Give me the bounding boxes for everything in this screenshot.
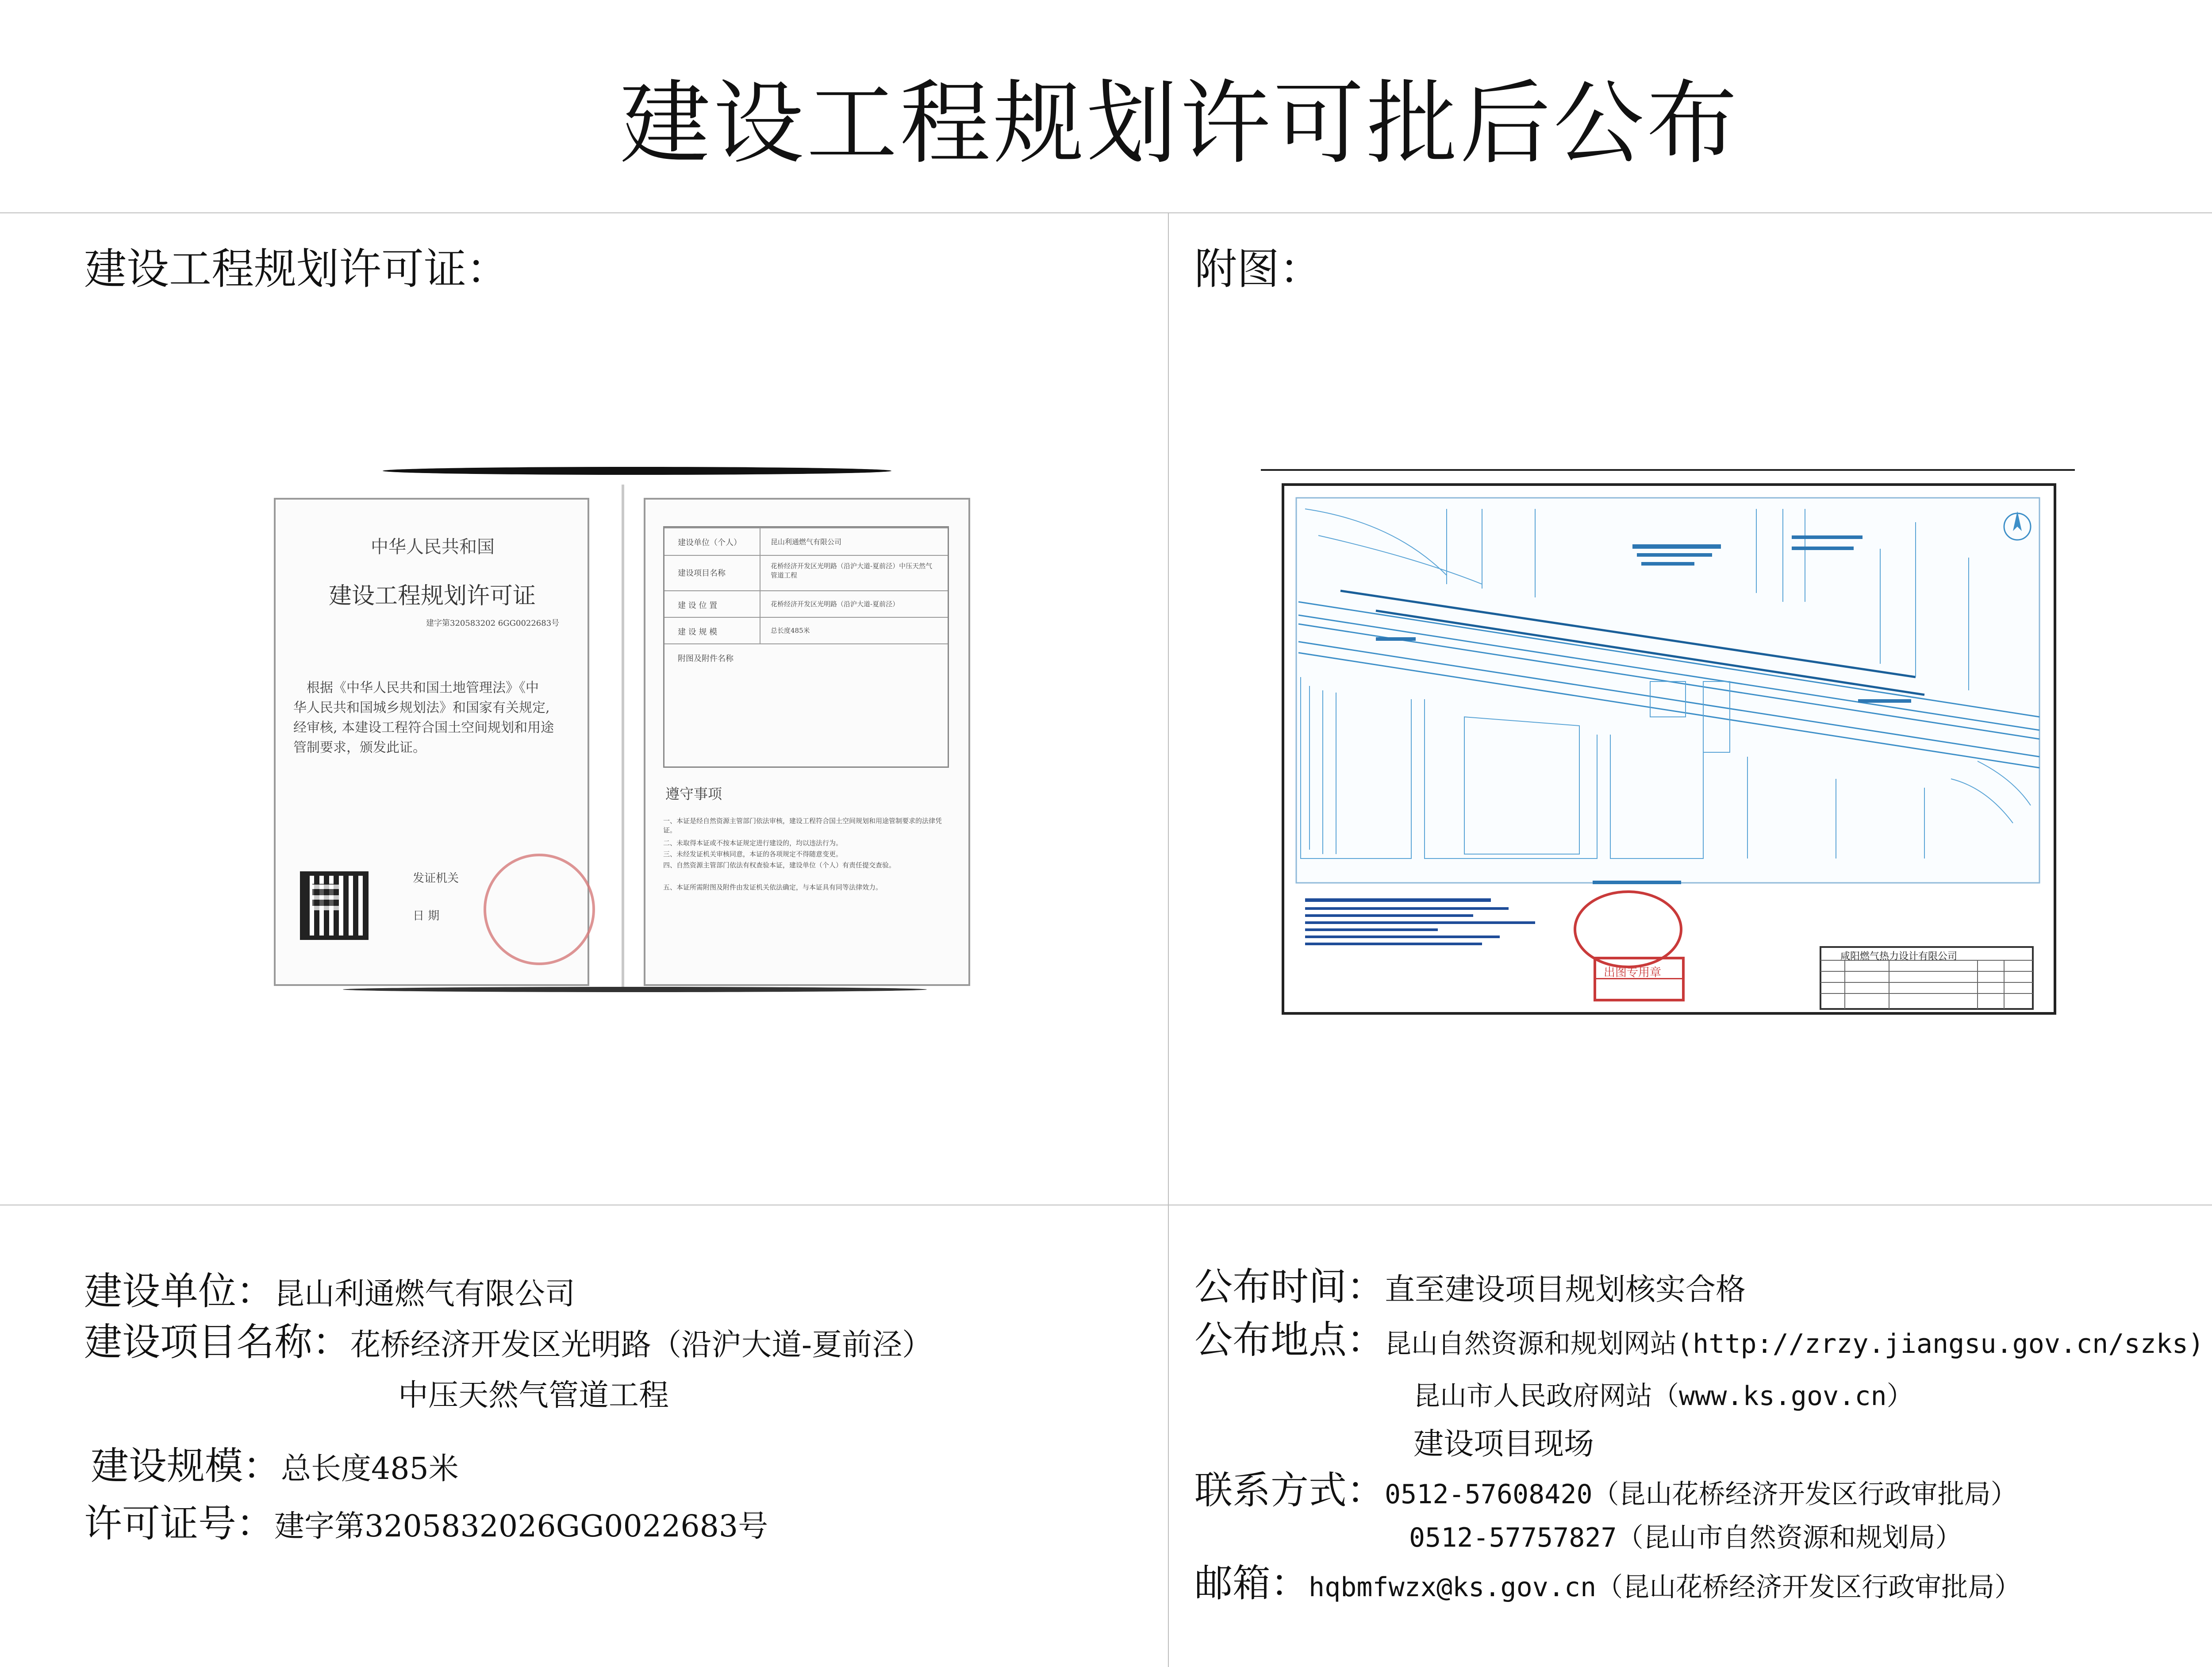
publish-place-value-2: 昆山市人民政府网站（www.ks.gov.cn）: [1413, 1381, 1913, 1412]
info-unit-row: [84, 1269, 576, 1313]
site-plan-drawing: [1261, 469, 2075, 1031]
info-project-row: [84, 1320, 932, 1364]
cert-row-value: 花桥经济开发区光明路（沿沪大道-夏前泾）: [771, 600, 899, 608]
cert-row: [664, 590, 948, 610]
cert-row-key: 建 设 位 置: [678, 601, 718, 610]
publish-time-value: 直至建设项目规划核实合格: [1385, 1272, 1746, 1307]
email-value: hqbmfwzx@ks.gov.cn（昆山花桥经济开发区行政审批局）: [1309, 1572, 2021, 1603]
qr-code: [300, 871, 369, 940]
cert-row-key: 建设单位（个人）: [678, 538, 741, 547]
info-permit-row: [84, 1501, 768, 1546]
email-label: 邮箱：: [1194, 1561, 1309, 1605]
contact-value-2: 0512-57757827（昆山市自然资源和规划局）: [1409, 1522, 1962, 1553]
scale-label: 建设规模：: [91, 1444, 281, 1488]
cert-row-key: 建 设 规 模: [678, 628, 718, 637]
cert-row: [664, 643, 948, 663]
cert-body-line-2: 华人民共和国城乡规划法》和国家有关规定,: [293, 700, 550, 716]
contact-label: 联系方式：: [1194, 1468, 1385, 1513]
certificate-fold: [622, 485, 624, 989]
contact-value-1: 0512-57608420（昆山花桥经济开发区行政审批局）: [1385, 1479, 2017, 1510]
cert-info-table: [663, 526, 949, 768]
project-value-line2: 中压天然气管道工程: [398, 1378, 669, 1413]
unit-label: 建设单位：: [84, 1269, 274, 1313]
project-label: 建设项目名称：: [84, 1320, 350, 1364]
project-value-line1: 花桥经济开发区光明路（沿沪大道-夏前泾）: [350, 1328, 932, 1363]
cert-number-row: [426, 617, 559, 628]
cert-doc-title: 建设工程规划许可证: [329, 583, 536, 609]
cert-note: 二、未取得本证或不按本证规定进行建设的，均以违法行为。: [663, 839, 843, 847]
certificate-right-page: [644, 498, 970, 986]
scan-shadow-top: [383, 467, 891, 475]
cert-body-line-1: 根据《中华人民共和国土地管理法》《中: [307, 680, 539, 696]
publish-time-label: 公布时间：: [1194, 1265, 1385, 1309]
cert-note: 三、未经发证机关审核同意，本证的各项规定不得随意变更。: [663, 850, 843, 858]
cert-note: 一、本证是经自然资源主管部门依法审核，建设工程符合国土空间规划和用途管制要求的法律凭证。: [663, 817, 942, 834]
publish-place-label: 公布地点：: [1194, 1318, 1385, 1362]
certificate-left-page: [274, 498, 589, 986]
certificate-section-label: 建设工程规划许可证：: [84, 244, 509, 294]
cert-number-prefix: 建字第: [426, 619, 450, 628]
cert-country: 中华人民共和国: [371, 537, 495, 557]
cert-row-value: 昆山利通燃气有限公司: [771, 538, 842, 546]
scan-shadow-bottom: [343, 987, 927, 992]
cert-row-value: 总长度485米: [771, 627, 810, 635]
permit-certificate-image: [268, 467, 1004, 996]
cert-date-label: 日 期: [413, 909, 440, 923]
cert-number: 320583202 6GG0022683号: [450, 619, 560, 628]
publish-place-value-3: 建设项目现场: [1413, 1427, 1594, 1462]
cert-body-line-3: 经审核, 本建设工程符合国土空间规划和用途: [293, 720, 554, 735]
cert-note: 四、自然资源主管部门依法有权查验本证，建设单位（个人）有责任提交查验。: [663, 861, 896, 869]
cert-attachment-label: 附图及附件名称: [678, 654, 733, 663]
publish-place-value-1: 昆山自然资源和规划网站(http://zrzy.jiangsu.gov.cn/szks): [1385, 1328, 2204, 1359]
attachment-section-label: 附图：: [1194, 244, 1322, 294]
permit-label: 许可证号：: [84, 1501, 274, 1546]
cert-body-line-4: 管制要求，颁发此证。: [293, 740, 426, 755]
drawing-company-name: 咸阳燃气热力设计有限公司: [1840, 951, 1958, 962]
divider-top: [0, 212, 2212, 213]
drawing-stamp-text: 出图专用章: [1604, 966, 1662, 979]
info-scale-row: [91, 1444, 459, 1488]
info-place-row: [1194, 1318, 2204, 1362]
cert-note: 五、本证所需附图及附件由发证机关依法确定，与本证具有同等法律效力。: [663, 883, 883, 891]
permit-value: 建字第3205832026GG0022683号: [274, 1509, 768, 1544]
scale-value: 总长度485米: [281, 1451, 459, 1486]
site-plan-svg: [1261, 469, 2075, 1031]
page-title: 建设工程规划许可批后公布: [620, 71, 1740, 177]
unit-value: 昆山利通燃气有限公司: [274, 1277, 576, 1312]
cert-issuer-label: 发证机关: [413, 872, 459, 885]
info-time-row: [1194, 1265, 1746, 1309]
info-contact-row: [1194, 1468, 2017, 1513]
cert-row: [664, 617, 948, 637]
cert-notes-title: 遵守事项: [665, 785, 722, 802]
divider-vertical: [1168, 212, 1169, 1667]
cert-row-value: 花桥经济开发区光明路（沿沪大道-夏前泾）中压天然气管道工程: [771, 562, 933, 579]
cert-row: [664, 555, 948, 579]
info-email-row: [1194, 1561, 2021, 1605]
official-seal: [484, 854, 595, 965]
cert-row: [664, 527, 948, 547]
cert-row-key: 建设项目名称: [678, 569, 726, 578]
